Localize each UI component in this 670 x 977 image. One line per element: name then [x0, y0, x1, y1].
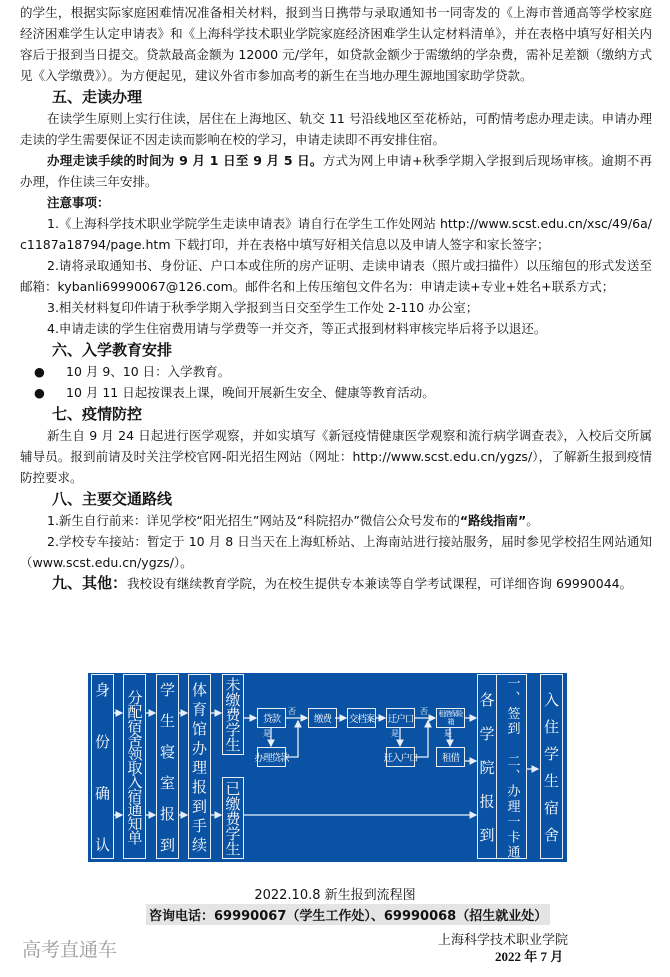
flow-step-label: 未缴费学生 — [223, 677, 242, 752]
transport-text: 1.新生自行前来：详见学校“阳光招生”网站及“科院招办”微信公众号发布的 — [47, 513, 460, 528]
flow-step-files: 交档案 — [347, 708, 376, 728]
flow-step-unpaid — [222, 674, 244, 755]
flow-step-hukou-in: 迁入户口 — [386, 747, 415, 767]
yes-label: 是 — [444, 729, 452, 738]
document-date: 2022 年 7 月 — [495, 949, 564, 964]
flow-step-apply-loan: 办理贷款 — [257, 747, 286, 767]
section-heading-transport: 八、主要交通路线 — [52, 490, 173, 508]
bullet-icon: ● — [34, 385, 45, 400]
commute-deadline-paragraph — [20, 150, 652, 192]
route-guide: “路线指南” — [459, 513, 527, 528]
flow-step-label: 分配宿舍领取入宿通知单 — [125, 689, 144, 844]
commute-paragraph: 在读学生原则上实行住读，居住在上海地区、轨交 11 号沿线地区至花桥站，可酌情考虑办理走读。申请办理走读的学生需要保证不因走读而影响在校的学习，申请走读即不再安排住宿。 — [20, 111, 652, 147]
loan-paragraph: 的学生，根据实际家庭困难情况准备相关材料，报到当日携带与录取通知书一同寄发的《上海市普通高等学校家庭经济困难学生认定申请表》和《上海科学技术职业学院家庭经济困难学生认定材料清单》，并在表格中填写好相关内容后于报到当日提交。贷款最高金额为 12000 元/学年，如贷款金额少于需缴纳的学杂费，需补足差额（缴纳方式见《入学缴费》）。为方便起见，建议外省市参加高考的新生在当地办理生源地国家助学贷款。 — [20, 5, 652, 83]
transport-item — [20, 510, 652, 531]
watermark: 高考直通车 — [22, 939, 118, 961]
flow-step-label: 学生寝室报到 — [158, 681, 176, 852]
commute-method: 方式为网上申请+秋季学期入学报到后现场审核。逾期不再办理，作住读三年安排。 — [20, 153, 652, 189]
flowchart-caption: 2022.10.8 新生报到流程图 — [254, 888, 416, 903]
flow-step-label: 入住学生宿舍 — [542, 691, 560, 842]
bullet-item — [20, 361, 652, 382]
section-heading-epidemic: 七、疫情防控 — [52, 405, 143, 423]
flow-step-label: 各学院报到 — [477, 691, 496, 842]
flow-step-label: 身份确认 — [93, 681, 111, 852]
flow-step-loan: 贷款 — [257, 708, 286, 728]
flow-step-move-in — [540, 674, 563, 859]
epidemic-paragraph: 新生自 9 月 24 日起进行医学观察，并如实填写《新冠疫情健康医学观察和流行病学调查表》，入校后交所属辅导员。报到前请及时关注学校官网-阳光招生网站（网址：http://www.scst.edu.cn/ygzs/），了解新生报到疫情防控要求。 — [20, 428, 652, 485]
commute-deadline: 办理走读手续的时间为 9 月 1 日至 9 月 5 日。 — [47, 153, 323, 168]
flow-step-rent: 租借 — [436, 747, 465, 767]
flow-step-dorm-report — [156, 674, 179, 859]
notes-title: 注意事项： — [47, 195, 110, 210]
bullet-icon: ● — [34, 364, 45, 379]
note-item: 2.请将录取通知书、身份证、户口本或住所的房产证明、走读申请表（照片或扫描件）以压缩包的形式发送至邮箱：kybanli69990067@126.com。邮件名和上传压缩包文件名为：申请走读+专业+姓名+联系方式； — [20, 258, 652, 294]
other-paragraph — [20, 573, 652, 594]
flow-step-label: 体育馆办理报到手续 — [190, 681, 208, 852]
flow-step-identity — [91, 674, 114, 859]
flow-step-pay: 缴费 — [308, 708, 337, 728]
flow-step-label: 一、签到 二、办理一卡通 — [504, 675, 520, 858]
note-item: 3.相关材料复印件请于秋季学期入学报到当日交至学生工作处 2-110 办公室； — [47, 300, 479, 315]
transport-text: 。 — [526, 513, 539, 528]
flow-step-gym — [188, 674, 211, 859]
flow-step-safebox: 租借保险箱 — [436, 708, 465, 728]
registration-flowchart — [88, 673, 567, 862]
flow-step-paid — [222, 777, 244, 859]
contact-phone: 咨询电话：69990067（学生工作处）、69990068（招生就业处） — [146, 904, 550, 925]
yes-label: 是 — [263, 729, 271, 738]
flow-step-dorm-notice — [123, 674, 146, 859]
flow-step-hukou: 迁户口 — [386, 708, 415, 728]
yes-label: 是 — [391, 729, 399, 738]
note-item: 1.《上海科学技术职业学院学生走读申请表》请自行在学生工作处网站 http://www.scst.edu.cn/xsc/49/6a/c1187a18794/page.htm 下载打印，并在表格中填写好相关信息以及申请人签字和家长签字； — [20, 216, 652, 252]
bullet-text: 10 月 11 日起按课表上课，晚间开展新生安全、健康等教育活动。 — [66, 385, 435, 400]
transport-item: 2.学校专车接站：暂定于 10 月 8 日当天在上海虹桥站、上海南站进行接站服务，届时参见学校招生网站通知（www.scst.edu.cn/ygzs/）。 — [20, 534, 652, 570]
note-item: 4.申请走读的学生住宿费用请与学费等一并交齐，等正式报到材料审核完毕后将予以退还。 — [47, 321, 547, 336]
other-text: 我校设有继续教育学院，为在校生提供专本兼读等自学考试课程，可详细咨询 69990044。 — [127, 576, 633, 591]
no-label: 否 — [420, 707, 428, 716]
bullet-text: 10 月 9、10 日：入学教育。 — [66, 364, 231, 379]
section-heading-other: 九、其他： — [52, 574, 128, 592]
section-heading-orientation: 六、入学教育安排 — [52, 341, 173, 359]
flow-step-college — [477, 674, 527, 859]
document-body — [20, 2, 652, 594]
bullet-item — [20, 382, 652, 403]
no-label: 否 — [288, 707, 296, 716]
school-name: 上海科学技术职业学院 — [438, 933, 569, 948]
section-heading-commute: 五、走读办理 — [52, 88, 143, 106]
flow-step-label: 已缴费学生 — [223, 780, 242, 856]
